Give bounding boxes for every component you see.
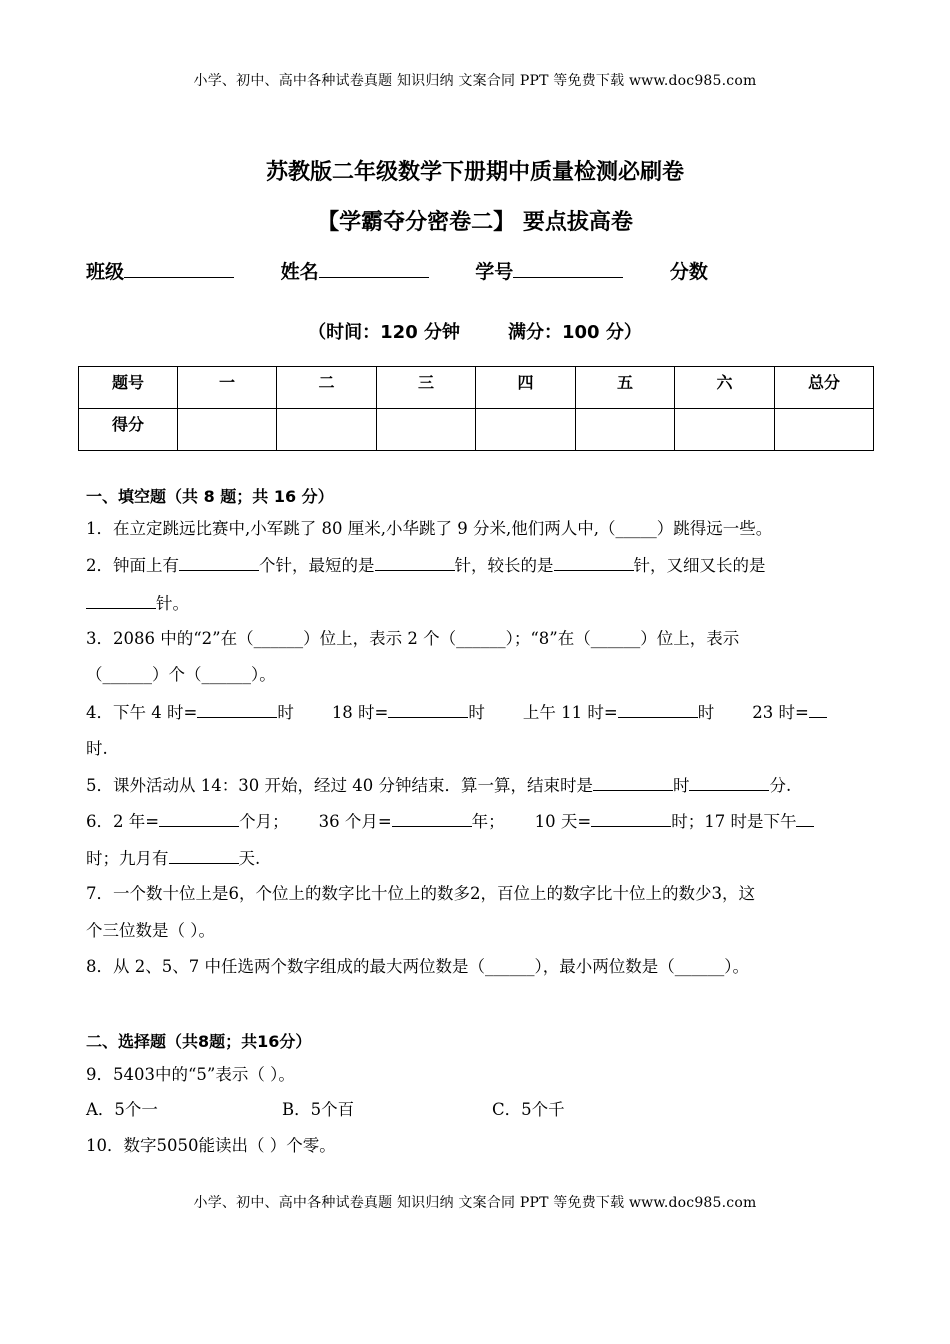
exam-title: 苏教版二年级数学下册期中质量检测必刷卷 (265, 160, 684, 185)
question-6-line-1: 6．2 年= 个月； 36 个月= 年； 10 天= 时；17 时是下午 (86, 810, 814, 833)
score-cell[interactable] (377, 409, 476, 451)
question-1: 1．在立定跳远比赛中,小军跳了 80 厘米,小华跳了 9 分米,他们两人中,（_____）跳得远一些。 (86, 519, 773, 538)
student-info-row (86, 257, 748, 284)
question-2-line-1: 2．钟面上有 个针，最短的是 针，较长的是 针，又细又长的是 (86, 556, 766, 575)
header-cell: 题号 (79, 367, 178, 409)
score-cell[interactable] (277, 409, 377, 451)
score-label: 分数 (669, 261, 708, 283)
score-table-score-row (79, 409, 874, 451)
question-7-line-1: 7．一个数十位上是6，个位上的数字比十位上的数多2，百位上的数字比十位上的数少3，这 (86, 884, 755, 903)
question-10: 10．数字5050能读出（ ）个零。 (86, 1136, 336, 1155)
section-heading-fill-blank: 一、填空题（共 8 题；共 16 分） (86, 487, 334, 506)
option-a[interactable]: A．5个一 (86, 1100, 158, 1119)
question-9-options (86, 1099, 565, 1121)
score-cell[interactable] (476, 409, 576, 451)
question-6-line-2: 时；九月有 天. (86, 849, 261, 868)
option-b[interactable]: B．5个百 (282, 1100, 355, 1119)
question-9: 9．5403中的“5”表示（ ）。 (86, 1065, 295, 1084)
score-cell[interactable] (775, 409, 874, 451)
question-3-line-1: 3．2086 中的“2”在（______）位上，表示 2 个（______）；“8”在（______）位上，表示 (86, 629, 740, 648)
header-cell: 总分 (775, 367, 874, 409)
header-cell: 六 (675, 367, 775, 409)
question-3-line-2: （______）个（______）。 (86, 665, 276, 684)
exam-subtitle: 【学霸夺分密卷二】 要点拔高卷 (317, 210, 633, 235)
option-c[interactable]: C．5个千 (492, 1100, 565, 1119)
page-footer: 小学、初中、高中各种试卷真题 知识归纳 文案合同 PPT 等免费下载 www.doc985.com (193, 1195, 757, 1211)
score-table (78, 366, 874, 451)
score-cell[interactable] (178, 409, 277, 451)
time-info: （时间：120 分钟 满分：100 分） (308, 322, 642, 343)
name-field[interactable]: 姓名 (281, 257, 429, 284)
question-4-line-1: 4．下午 4 时= 时 18 时= 时 上午 11 时= 时 23 时= (86, 701, 827, 724)
header-cell: 四 (476, 367, 576, 409)
header-cell: 二 (277, 367, 377, 409)
header-cell: 一 (178, 367, 277, 409)
question-8: 8．从 2、5、7 中任选两个数字组成的最大两位数是（______），最小两位数是（______）。 (86, 957, 749, 976)
score-table-header-row (79, 367, 874, 409)
section-heading-multiple-choice: 二、选择题（共8题；共16分） (86, 1032, 312, 1051)
class-field[interactable]: 班级 (86, 257, 234, 284)
score-cell[interactable] (675, 409, 775, 451)
row-label-cell: 得分 (79, 409, 178, 451)
header-cell: 五 (576, 367, 675, 409)
score-cell[interactable] (576, 409, 675, 451)
question-2-line-2: 针。 (86, 592, 189, 615)
question-4-line-2: 时. (86, 739, 108, 758)
header-cell: 三 (377, 367, 476, 409)
page-header: 小学、初中、高中各种试卷真题 知识归纳 文案合同 PPT 等免费下载 www.doc985.com (193, 73, 757, 89)
number-field[interactable]: 学号 (475, 257, 623, 284)
question-5: 5．课外活动从 14：30 开始，经过 40 分钟结束．算一算，结束时是 时 分. (86, 776, 792, 795)
question-7-line-2: 个三位数是（ ）。 (86, 921, 215, 940)
